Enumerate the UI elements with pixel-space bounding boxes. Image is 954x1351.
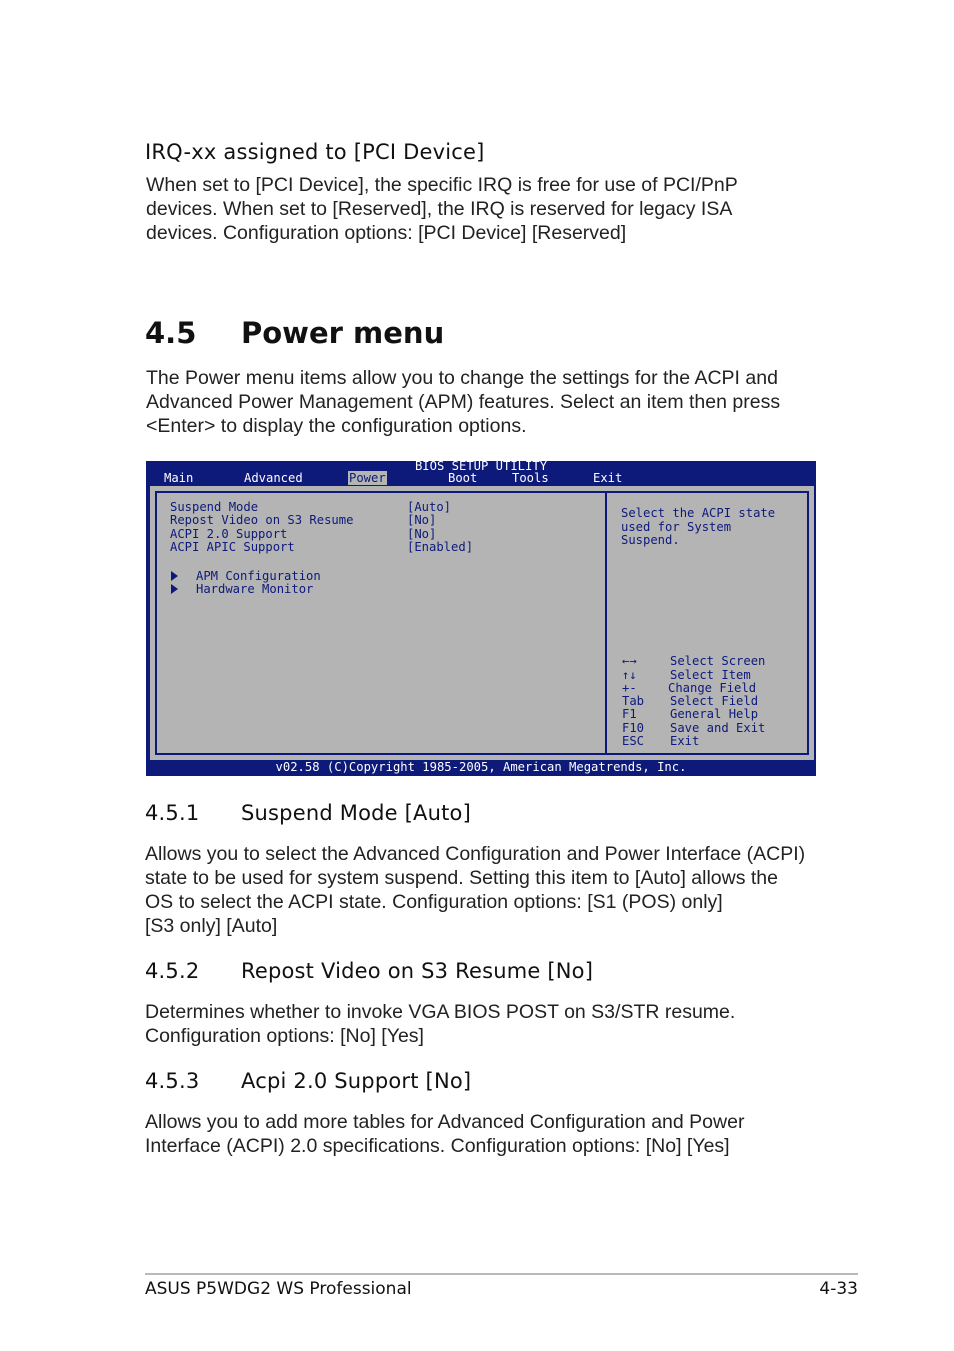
key-up-down-icon: ↑↓ [622,668,637,682]
footer-rule [145,1273,858,1275]
subsection-heading [145,959,593,983]
bios-panel-border [155,491,809,755]
footer-product: ASUS P5WDG2 WS Professional [145,1279,412,1299]
bios-item-label[interactable]: Repost Video on S3 Resume [170,513,354,527]
bios-key-desc: Select Screen [670,654,766,668]
bios-panel [150,486,814,760]
bios-tab-main[interactable]: Main [164,471,194,485]
subsection-title: Suspend Mode [Auto] [241,801,471,825]
irq-paragraph [146,173,738,245]
bios-key-desc: Select Field [670,694,759,708]
irq-line: devices. Configuration options: [PCI Device] [Reserved] [146,222,627,244]
para-line: Determines whether to invoke VGA BIOS POST on S3/STR resume. [145,1001,736,1023]
subsection-title: Repost Video on S3 Resume [No] [241,959,594,983]
bios-submenu-hardware-monitor[interactable]: Hardware Monitor [196,582,314,596]
para-line: Allows you to select the Advanced Configuration and Power Interface (ACPI) [145,843,806,865]
subsection-paragraph [145,1110,744,1158]
bios-item-label[interactable]: ACPI 2.0 Support [170,527,288,541]
subsection-number: 4.5.2 [145,959,200,983]
subsection-heading [145,801,471,825]
section-heading [145,316,444,350]
bios-key-desc: Select Item [670,668,751,682]
para-line: OS to select the ACPI state. Configuration options: [S1 (POS) only] [145,891,723,913]
bios-item-value[interactable]: [No] [407,513,437,527]
bios-tab-advanced[interactable]: Advanced [244,471,303,485]
bios-tab-power[interactable]: Power [349,471,386,485]
bios-help-line: Select the ACPI state [621,506,776,520]
bios-item-value[interactable]: [Enabled] [407,540,474,554]
bios-key: F1 [622,707,637,721]
para-line: state to be used for system suspend. Setting this item to [Auto] allows the [145,867,778,889]
bios-key: +- [622,681,637,695]
bios-key-desc: Change Field [668,681,757,695]
intro-line: The Power menu items allow you to change the settings for the ACPI and [146,367,778,389]
irq-line: When set to [PCI Device], the specific IRQ is free for use of PCI/PnP [146,174,738,196]
para-line: Allows you to add more tables for Advanced Configuration and Power [145,1111,745,1133]
subsection-title: Acpi 2.0 Support [No] [241,1069,472,1093]
bios-key-desc: General Help [670,707,759,721]
bios-key: F10 [622,721,645,735]
bios-item-label[interactable]: ACPI APIC Support [170,540,295,554]
footer-page-number: 4-33 [819,1279,858,1299]
bios-title: BIOS SETUP UTILITY [414,459,548,473]
key-left-right-icon: ←→ [622,654,637,668]
bios-item-label[interactable]: Suspend Mode [170,500,259,514]
bios-screen [146,461,816,776]
subsection-number: 4.5.1 [145,801,200,825]
submenu-arrow-icon [171,571,178,581]
bios-copyright: v02.58 (C)Copyright 1985-2005, American Megatrends, Inc. [275,760,687,774]
bios-help-line: Suspend. [621,533,680,547]
bios-tab-exit[interactable]: Exit [593,471,623,485]
subsection-number: 4.5.3 [145,1069,200,1093]
subsection-paragraph [145,1000,735,1048]
intro-line: Advanced Power Management (APM) features. Select an item then press [146,391,781,413]
section-number: 4.5 [145,316,197,350]
bios-tab-boot[interactable]: Boot [448,471,478,485]
bios-key-desc: Exit [670,734,700,748]
subsection-paragraph [145,842,805,938]
bios-submenu-apm[interactable]: APM Configuration [196,569,321,583]
bios-help-line: used for System [621,520,732,534]
intro-line: <Enter> to display the configuration options. [146,415,527,437]
bios-key: ESC [622,734,645,748]
para-line: Interface (ACPI) 2.0 specifications. Configuration options: [No] [Yes] [145,1135,730,1157]
irq-line: devices. When set to [Reserved], the IRQ is reserved for legacy ISA [146,198,733,220]
subsection-heading [145,1069,471,1093]
para-line: [S3 only] [Auto] [145,915,278,937]
irq-heading: IRQ-xx assigned to [PCI Device] [145,140,485,164]
section-intro [146,366,780,438]
bios-item-value[interactable]: [No] [407,527,437,541]
bios-tab-bar [146,471,816,485]
submenu-arrow-icon [171,584,178,594]
bios-item-value[interactable]: [Auto] [407,500,452,514]
bios-key-desc: Save and Exit [670,721,766,735]
bios-divider [605,493,607,753]
bios-tab-tools[interactable]: Tools [512,471,549,485]
para-line: Configuration options: [No] [Yes] [145,1025,424,1047]
section-title: Power menu [241,316,445,350]
bios-key: Tab [622,694,645,708]
